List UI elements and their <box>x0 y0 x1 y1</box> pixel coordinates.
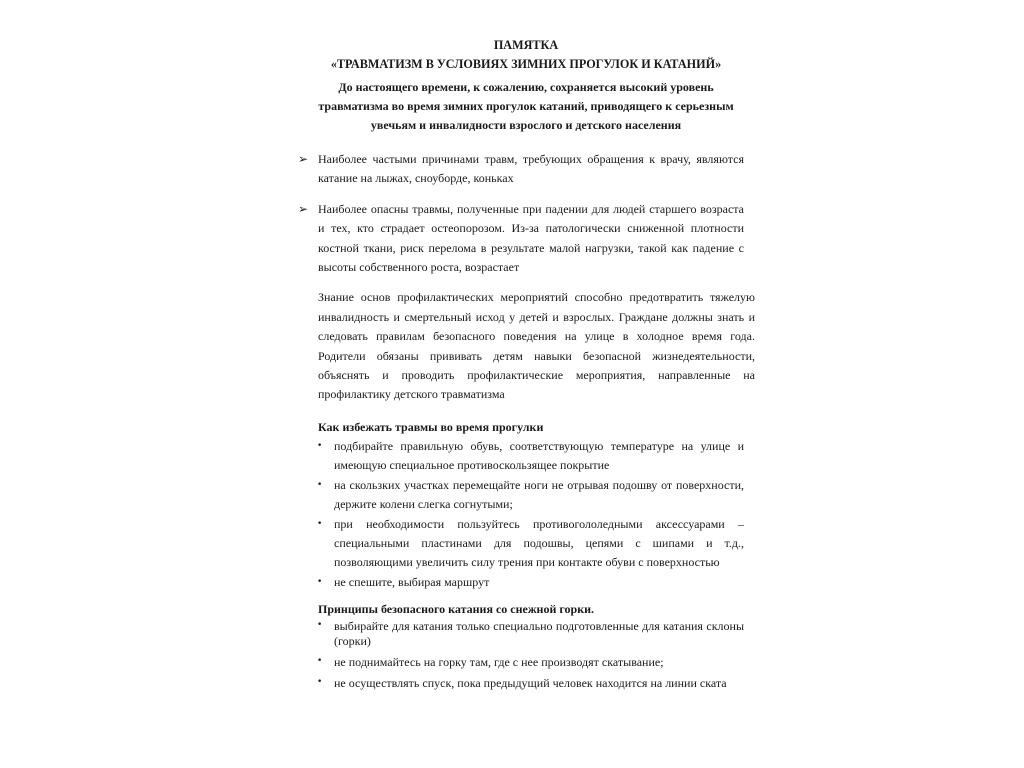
arrow-bullet-icon: ➢ <box>298 201 309 216</box>
bullet-dot-icon: • <box>317 440 323 451</box>
list-item-text: не поднимайтесь на горку там, где с нее производят скатывание; <box>334 655 664 670</box>
section-title-walk: Как избежать травмы во время прогулки <box>318 419 544 434</box>
section-title-sledding: Принципы безопасного катания со снежной горки. <box>318 602 595 617</box>
arrow-list-item <box>296 200 744 278</box>
bullet-dot-icon: • <box>317 518 323 529</box>
intro-paragraph: До настоящего времени, к сожалению, сохраняется высокий уровень травматизма во время зимних прогулок катаний, приводящего к серьезным увечьям и инвалидности взрослого и детского населения <box>318 80 734 132</box>
walk-tips-list <box>296 437 756 592</box>
list-item-text: не спешите, выбирая маршрут <box>334 574 490 589</box>
bullet-dot-icon: • <box>317 576 323 587</box>
list-item <box>296 573 744 592</box>
prevention-paragraph: Знание основ профилактических мероприятий способно предотвратить тяжелую инвалидность и смертельный исход у детей и взрослых. Граждане должны знать и следовать правилам безопасного поведения на улице в холодное время года. Родители обязаны прививать детям навыки безопасной жизнедеятельности, объяснять и проводить профилактические мероприятия, направленные на профилактику детского травматизма <box>318 290 755 402</box>
arrow-item-text: Наиболее опасны травмы, полученные при падении для людей старшего возраста и тех, кто страдает остеопорозом. Из-за патологически сниженной плотности костной ткани, риск перелома в результате малой нагрузки, такой как падение с высоты собственного роста, возрастает <box>318 201 744 275</box>
list-item <box>296 676 744 691</box>
list-item-text: не осуществлять спуск, пока предыдущий человек находится на линии ската <box>334 676 727 691</box>
document-title <box>296 36 756 74</box>
list-item <box>296 515 744 573</box>
list-item-text: при необходимости пользуйтесь противогололедными аксессуарами – специальными пластинами для подошвы, цепями с шипами и т.д., позволяющими увеличить силу трения при контакте обуви с поверхностью <box>334 516 744 570</box>
title-line-2: «ТРАВМАТИЗМ В УСЛОВИЯХ ЗИМНИХ ПРОГУЛОК И КАТАНИЙ» <box>330 57 722 71</box>
title-line-1: ПАМЯТКА <box>493 38 559 52</box>
arrow-item-text: Наиболее частыми причинами травм, требующих обращения к врачу, являются катание на лыжах, сноуборде, коньках <box>318 152 744 186</box>
bullet-dot-icon: • <box>317 620 323 631</box>
list-item-text: выбирайте для катания только специально подготовленные для катания склоны (горки) <box>334 619 744 649</box>
sledding-tips-list <box>296 619 756 691</box>
list-item-text: подбирайте правильную обувь, соответствующую температуре на улице и имеющую специальное противоскользящее покрытие <box>334 438 744 473</box>
list-item <box>296 655 744 670</box>
list-item-text: на скользких участках перемещайте ноги не отрывая подошву от поверхности, держите колени слегка согнутыми; <box>334 477 744 512</box>
list-item <box>296 437 744 476</box>
arrow-list-item <box>296 150 744 189</box>
arrow-bullet-icon: ➢ <box>298 152 309 166</box>
list-item <box>296 619 744 649</box>
bullet-dot-icon: • <box>317 656 323 667</box>
bullet-dot-icon: • <box>317 677 323 688</box>
document-page <box>296 36 756 697</box>
arrow-list <box>296 150 756 277</box>
list-item <box>296 476 744 515</box>
bullet-dot-icon: • <box>317 479 323 490</box>
